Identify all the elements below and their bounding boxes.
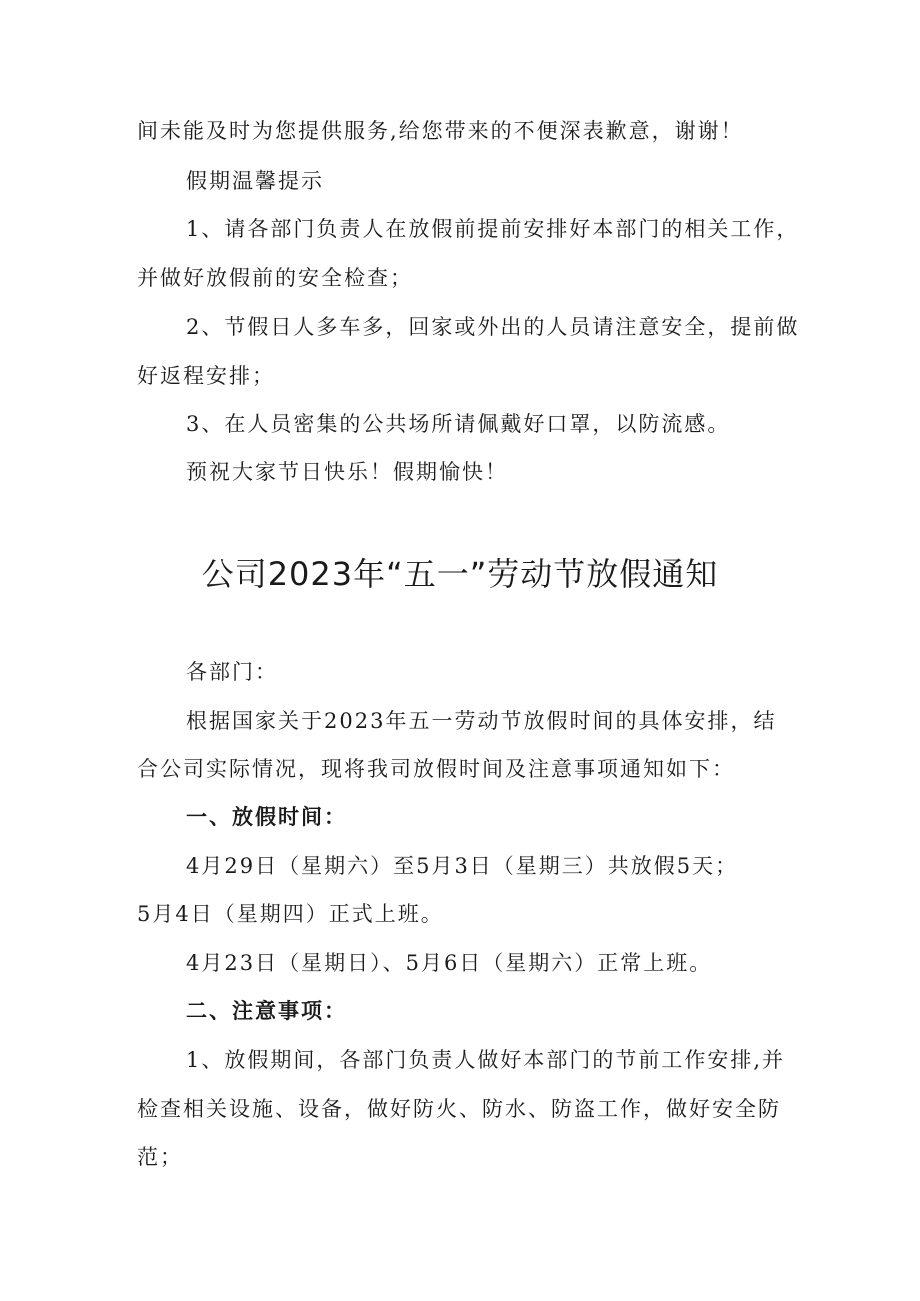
closing-wish: 预祝大家节日快乐！假期愉快！ bbox=[186, 460, 508, 484]
tip-1-line-2: 并做好放假前的安全检查； bbox=[137, 266, 413, 290]
tip-3-line: 3、在人员密集的公共场所请佩戴好口罩，以防流感。 bbox=[186, 412, 731, 436]
prev-apology-line: 间未能及时为您提供服务,给您带来的不便深表歉意，谢谢！ bbox=[137, 119, 744, 143]
note-1-line-3: 范； bbox=[137, 1145, 183, 1169]
intro-line-2: 合公司实际情况，现将我司放假时间及注意事项通知如下： bbox=[137, 757, 735, 781]
tip-1-line-1: 1、请各部门负责人在放假前提前安排好本部门的相关工作， bbox=[186, 217, 800, 241]
notice-title: 公司2023年“五一”劳动节放假通知 bbox=[201, 555, 719, 593]
makeup-workday-line: 4月23日（星期日）、5月6日（星期六）正常上班。 bbox=[186, 951, 713, 975]
intro-line-1: 根据国家关于2023年五一劳动节放假时间的具体安排，结 bbox=[186, 709, 777, 733]
resume-work-line: 5月4日（星期四）正式上班。 bbox=[137, 902, 444, 926]
section-notes-heading: 二、注意事项： bbox=[186, 999, 347, 1023]
tip-2-line-1: 2、节假日人多车多，回家或外出的人员请注意安全，提前做 bbox=[186, 315, 800, 339]
tip-2-line-2: 好返程安排； bbox=[137, 364, 275, 388]
note-1-line-1: 1、放假期间，各部门负责人做好本部门的节前工作安排,并 bbox=[186, 1048, 786, 1072]
holiday-period-line: 4月29日（星期六）至5月3日（星期三）共放假5天； bbox=[186, 854, 739, 878]
holiday-tips-heading: 假期温馨提示 bbox=[186, 169, 324, 193]
note-1-line-2: 检查相关设施、设备，做好防火、防水、防盗工作，做好安全防 bbox=[137, 1097, 781, 1121]
salutation: 各部门： bbox=[186, 660, 278, 684]
section-holiday-time-heading: 一、放假时间： bbox=[186, 805, 347, 829]
